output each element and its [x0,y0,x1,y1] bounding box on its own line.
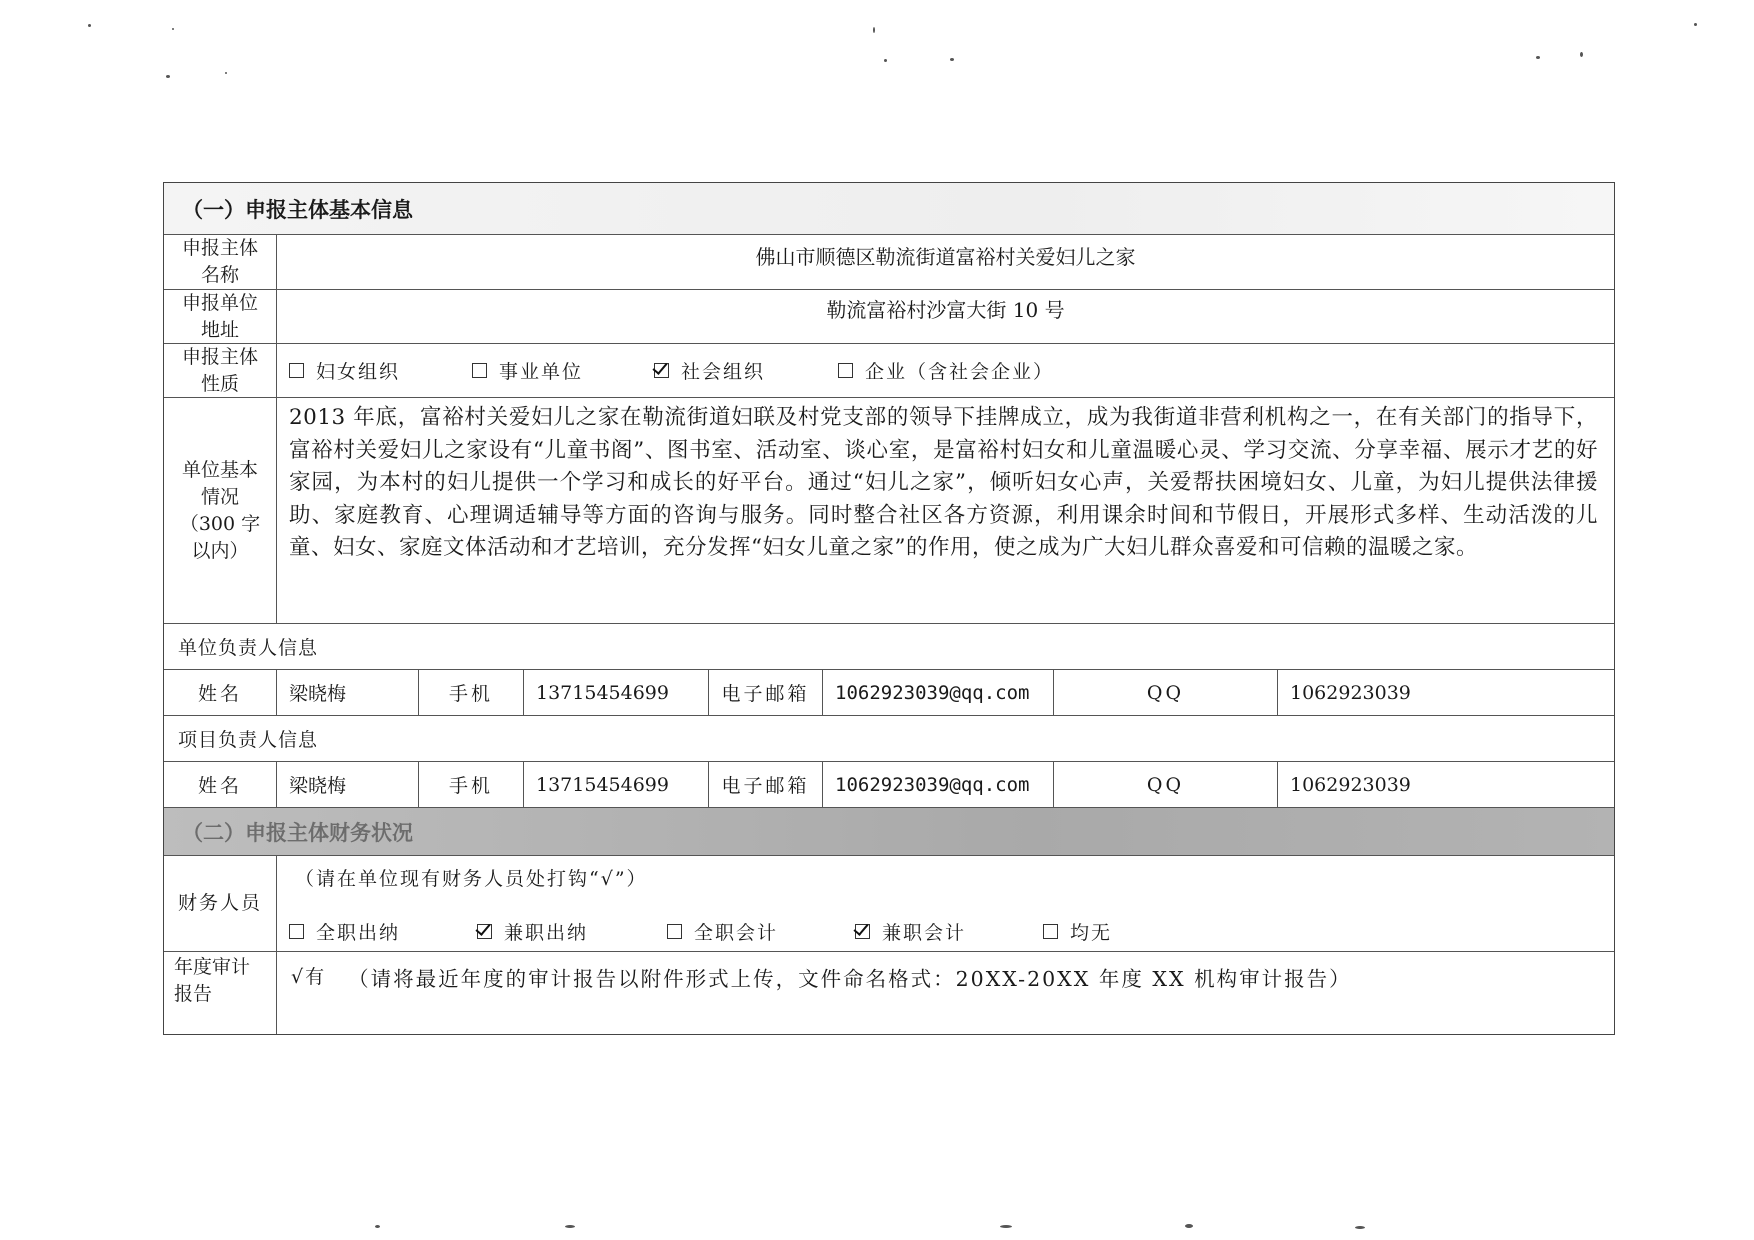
scan-speck [166,75,170,78]
address-row [164,290,1614,344]
phone-label: 手机 [419,762,524,807]
scan-speck [1185,1224,1193,1228]
qq-label: QQ [1054,762,1278,807]
audit-report-value [277,952,1614,1034]
finance-staff-row [164,856,1614,952]
address-label: 申报单位 地址 [164,290,277,343]
audit-note: （请将最近年度的审计报告以附件形式上传，文件命名格式：20XX-20XX 年度 XX 机构审计报告） [348,967,1352,991]
unit-leader-email: 1062923039@qq.com [823,670,1054,715]
finance-checkbox-group [289,918,1112,945]
nature-options [277,344,1614,397]
applicant-name-label: 申报主体 名称 [164,235,277,289]
email-label: 电子邮箱 [709,762,823,807]
project-leader-title: 项目负责人信息 [164,716,1614,762]
email-label: 电子邮箱 [709,670,823,715]
option-social-org[interactable]: 社会组织 [654,357,838,384]
project-leader-email: 1062923039@qq.com [823,762,1054,807]
checkbox-icon[interactable] [667,924,682,939]
option-parttime-accountant[interactable]: 兼职会计 [855,918,1043,945]
address-value: 勒流富裕村沙富大街 10 号 [826,298,1065,322]
audit-report-row [164,952,1614,1034]
project-leader-row [164,762,1614,808]
option-womens-org[interactable]: 妇女组织 [289,357,472,384]
option-fulltime-accountant[interactable]: 全职会计 [667,918,855,945]
scan-speck [873,27,875,33]
scan-speck [172,28,174,30]
unit-leader-qq: 1062923039 [1290,681,1411,704]
scan-speck [88,24,91,27]
audit-report-label: 年度审计 报告 [164,952,277,1034]
application-form [163,182,1615,1035]
basic-info-row [164,398,1614,624]
section-header-finance [164,808,1614,856]
applicant-name-row [164,235,1614,290]
checkbox-icon[interactable] [1043,924,1058,939]
option-enterprise[interactable]: 企业（含社会企业） [838,357,1054,384]
scan-speck [375,1225,380,1228]
checkbox-icon[interactable] [289,363,304,378]
scan-speck [1580,52,1583,57]
nature-row [164,344,1614,398]
checkbox-icon[interactable] [472,363,487,378]
section-header-basic-info [164,183,1614,235]
scan-speck [1355,1226,1365,1229]
unit-leader-phone: 13715454699 [524,670,709,715]
name-label: 姓名 [164,670,277,715]
unit-leader-title: 单位负责人信息 [164,624,1614,670]
scan-speck [1694,23,1697,26]
checkbox-checked-icon[interactable] [855,924,870,939]
qq-label: QQ [1054,670,1278,715]
project-leader-qq: 1062923039 [1290,773,1411,796]
scan-speck [884,59,887,62]
option-none[interactable]: 均无 [1043,918,1112,945]
basic-info-label: 单位基本 情况 （300 字 以内） [164,398,277,623]
finance-staff-label: 财务人员 [164,856,277,951]
checkbox-checked-icon[interactable] [654,363,669,378]
project-leader-phone: 13715454699 [524,762,709,807]
section-title: （二）申报主体财务状况 [182,819,413,845]
unit-leader-name: 梁晓梅 [277,670,419,715]
option-parttime-cashier[interactable]: 兼职出纳 [477,918,667,945]
project-leader-name: 梁晓梅 [277,762,419,807]
nature-label: 申报主体 性质 [164,344,277,397]
scan-speck [225,72,227,74]
basic-info-text: 2013 年底，富裕村关爱妇儿之家在勒流街道妇联及村党支部的领导下挂牌成立，成为我街道非营利机构之一，在有关部门的指导下，富裕村关爱妇儿之家设有“儿童书阁”、图书室、活动室、谈心室，是富裕村妇女和儿童温暖心灵、学习交流、分享幸福、展示才艺的好家园，为本村的妇儿提供一个学习和成长的好平台。通过“妇儿之家”，倾听妇女心声，关爱帮扶困境妇女、儿童，为妇儿提供法律援助、家庭教育、心理调适辅导等方面的咨询与服务。同时整合社区各方资源，利用课余时间和节假日，开展形式多样、生动活泼的儿童、妇女、家庭文体活动和才艺培训，充分发挥“妇女儿童之家”的作用，使之成为广大妇儿群众喜爱和可信赖的温暖之家。 [289,405,1598,560]
applicant-name-value: 佛山市顺德区勒流街道富裕村关爱妇儿之家 [755,245,1136,269]
checkbox-checked-icon[interactable] [477,924,492,939]
finance-staff-options [277,856,1614,951]
audit-mark: √有 [291,966,327,988]
option-fulltime-cashier[interactable]: 全职出纳 [289,918,477,945]
name-label: 姓名 [164,762,277,807]
scan-speck [950,58,954,61]
scan-speck [1000,1225,1012,1228]
phone-label: 手机 [419,670,524,715]
unit-leader-row [164,670,1614,716]
scan-speck [565,1225,575,1228]
section-title: （一）申报主体基本信息 [182,196,413,222]
scan-speck [1536,56,1540,59]
checkbox-icon[interactable] [838,363,853,378]
option-public-institution[interactable]: 事业单位 [472,357,654,384]
finance-note: （请在单位现有财务人员处打钩“√”） [295,868,648,890]
checkbox-icon[interactable] [289,924,304,939]
